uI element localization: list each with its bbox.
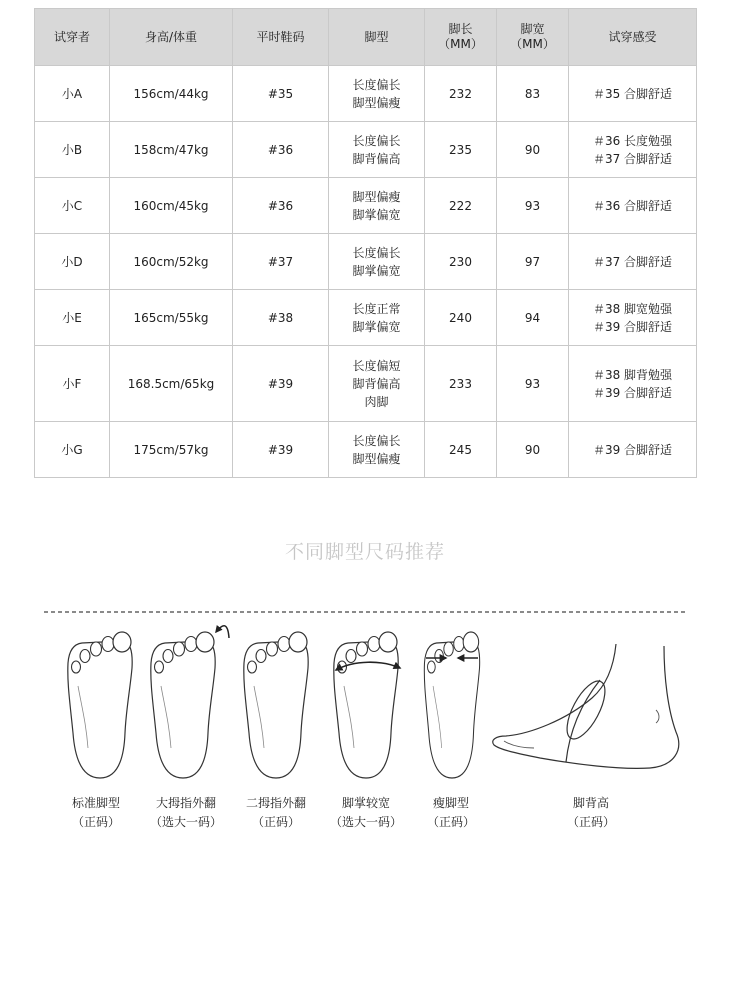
cell-usual-size: #37: [233, 234, 329, 290]
header-fit-feeling: 试穿感受: [569, 9, 697, 66]
caption-second-toe-foot: 二拇指外翻 （正码）: [245, 796, 306, 829]
table-row: [35, 422, 697, 478]
table-row: [35, 346, 697, 422]
table-row: [35, 122, 697, 178]
cell-foot-width: 90: [497, 422, 569, 478]
cell-foot-type: 长度偏长 脚型偏瘦: [329, 66, 425, 122]
header-foot-type: 脚型: [329, 9, 425, 66]
cell-fit-feeling: ＃36 长度勉强 ＃37 合脚舒适: [569, 122, 697, 178]
cell-tester: 小F: [35, 346, 110, 422]
cell-usual-size: #36: [233, 178, 329, 234]
cell-usual-size: #36: [233, 122, 329, 178]
cell-height-weight: 158cm/47kg: [110, 122, 233, 178]
caption-wide-foot: 脚掌较宽 （选大一码）: [329, 796, 402, 829]
table-row: [35, 290, 697, 346]
cell-foot-length: 230: [425, 234, 497, 290]
cell-foot-length: 232: [425, 66, 497, 122]
cell-foot-width: 94: [497, 290, 569, 346]
cell-foot-length: 235: [425, 122, 497, 178]
cell-foot-type: 长度偏长 脚背偏高: [329, 122, 425, 178]
section-title: 不同脚型尺码推荐: [284, 541, 445, 563]
size-table: [34, 8, 697, 478]
cell-foot-length: 240: [425, 290, 497, 346]
cell-height-weight: 175cm/57kg: [110, 422, 233, 478]
foot-types-illustration: [0, 598, 730, 788]
cell-foot-length: 222: [425, 178, 497, 234]
cell-height-weight: 156cm/44kg: [110, 66, 233, 122]
cell-tester: 小G: [35, 422, 110, 478]
bunion-arrow-icon: [216, 626, 229, 638]
cell-foot-width: 90: [497, 122, 569, 178]
caption-high-instep-foot: 脚背高 （正码）: [566, 796, 615, 829]
cell-height-weight: 165cm/55kg: [110, 290, 233, 346]
cell-height-weight: 168.5cm/65kg: [110, 346, 233, 422]
cell-usual-size: #39: [233, 422, 329, 478]
header-foot-length: 脚长 （MM）: [425, 9, 497, 66]
cell-usual-size: #39: [233, 346, 329, 422]
cell-foot-length: 233: [425, 346, 497, 422]
cell-foot-type: 长度正常 脚掌偏宽: [329, 290, 425, 346]
cell-foot-type: 脚型偏瘦 脚掌偏宽: [329, 178, 425, 234]
table-header-row: [35, 9, 697, 66]
cell-tester: 小B: [35, 122, 110, 178]
cell-foot-width: 93: [497, 178, 569, 234]
cell-fit-feeling: ＃37 合脚舒适: [569, 234, 697, 290]
caption-slim-foot: 瘦脚型 （正码）: [426, 796, 475, 829]
second-toe-foot-sketch: [244, 632, 308, 778]
header-foot-width: 脚宽 （MM）: [497, 9, 569, 66]
cell-fit-feeling: ＃38 脚宽勉强 ＃39 合脚舒适: [569, 290, 697, 346]
cell-foot-width: 93: [497, 346, 569, 422]
cell-tester: 小C: [35, 178, 110, 234]
cell-fit-feeling: ＃38 脚背勉强 ＃39 合脚舒适: [569, 346, 697, 422]
cell-tester: 小E: [35, 290, 110, 346]
caption-standard-foot: 标准脚型 （正码）: [71, 796, 120, 829]
cell-foot-width: 97: [497, 234, 569, 290]
cell-fit-feeling: ＃35 合脚舒适: [569, 66, 697, 122]
table-row: [35, 178, 697, 234]
cell-usual-size: #35: [233, 66, 329, 122]
cell-tester: 小D: [35, 234, 110, 290]
cell-foot-type: 长度偏短 脚背偏高 肉脚: [329, 346, 425, 422]
table-row: [35, 66, 697, 122]
wide-foot-sketch: [334, 632, 400, 778]
cell-foot-type: 长度偏长 脚型偏瘦: [329, 422, 425, 478]
bunion-foot-sketch: [151, 626, 229, 778]
high-instep-foot-sketch: [493, 644, 679, 768]
caption-bunion-foot: 大拇指外翻 （选大一码）: [149, 796, 222, 829]
header-tester: 试穿者: [35, 9, 110, 66]
table-row: [35, 234, 697, 290]
slim-foot-sketch: [424, 632, 479, 778]
cell-tester: 小A: [35, 66, 110, 122]
cell-fit-feeling: ＃39 合脚舒适: [569, 422, 697, 478]
header-usual-size: 平时鞋码: [233, 9, 329, 66]
cell-foot-width: 83: [497, 66, 569, 122]
cell-foot-length: 245: [425, 422, 497, 478]
standard-foot-sketch: [68, 632, 132, 778]
cell-height-weight: 160cm/45kg: [110, 178, 233, 234]
cell-height-weight: 160cm/52kg: [110, 234, 233, 290]
header-height-weight: 身高/体重: [110, 9, 233, 66]
cell-usual-size: #38: [233, 290, 329, 346]
cell-fit-feeling: ＃36 合脚舒适: [569, 178, 697, 234]
cell-foot-type: 长度偏长 脚掌偏宽: [329, 234, 425, 290]
